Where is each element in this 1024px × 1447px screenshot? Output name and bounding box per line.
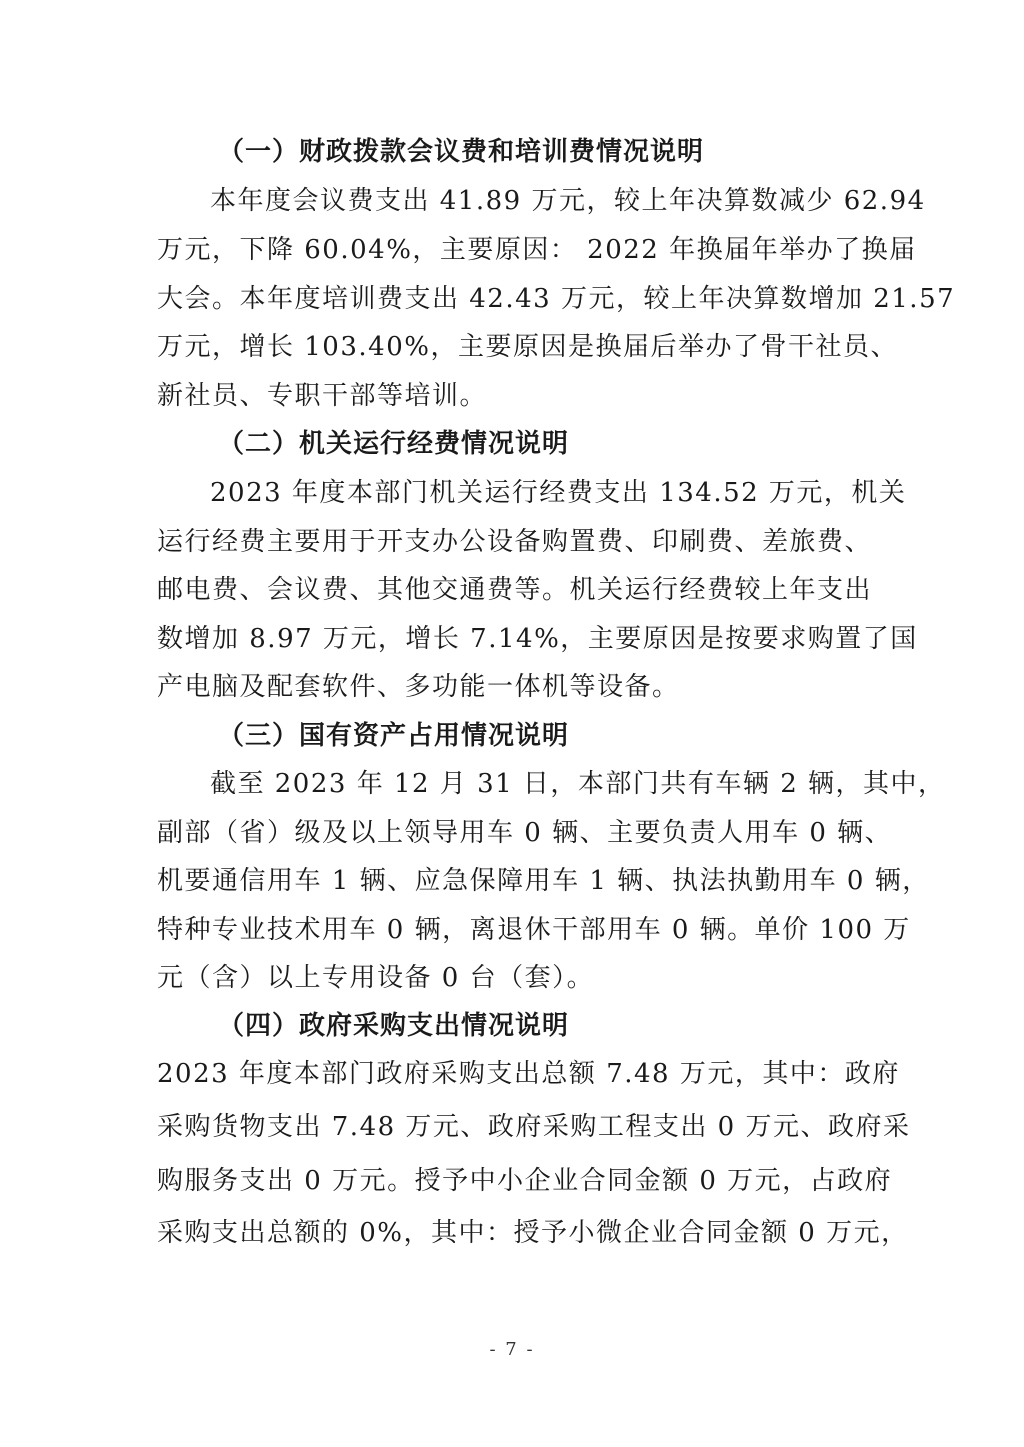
paragraph-line: 万元，增长 103.40%，主要原因是换届后举办了骨干社员、 xyxy=(157,332,898,362)
page-number: - 7 - xyxy=(489,1339,535,1360)
paragraph-line: 产电脑及配套软件、多功能一体机等设备。 xyxy=(157,672,680,702)
paragraph-line: 万元，下降 60.04%，主要原因： 2022 年换届年举办了换届 xyxy=(157,235,917,265)
paragraph-line: 机要通信用车 1 辆、应急保障用车 1 辆、执法执勤用车 0 辆， xyxy=(157,866,930,896)
paragraph-line: 2023 年度本部门政府采购支出总额 7.48 万元，其中：政府 xyxy=(157,1059,900,1089)
paragraph-line: 采购支出总额的 0%，其中：授予小微企业合同金额 0 万元， xyxy=(157,1218,909,1248)
paragraph-line: 邮电费、会议费、其他交通费等。机关运行经费较上年支出 xyxy=(157,575,873,605)
section-heading-government-procurement: （四）政府采购支出情况说明 xyxy=(218,1011,570,1041)
paragraph-line: 本年度会议费支出 41.89 万元，较上年决算数减少 62.94 xyxy=(210,186,926,216)
paragraph-line: 元（含）以上专用设备 0 台（套）。 xyxy=(157,963,595,993)
paragraph-line: 截至 2023 年 12 月 31 日，本部门共有车辆 2 辆，其中， xyxy=(210,769,946,799)
paragraph-line: 数增加 8.97 万元，增长 7.14%，主要原因是按要求购置了国 xyxy=(157,624,918,654)
paragraph-line: 副部（省）级及以上领导用车 0 辆、主要负责人用车 0 辆、 xyxy=(157,818,893,848)
section-heading-meeting-training-fees: （一）财政拨款会议费和培训费情况说明 xyxy=(218,137,705,167)
section-heading-operating-expenses: （二）机关运行经费情况说明 xyxy=(218,429,570,459)
paragraph-line: 采购货物支出 7.48 万元、政府采购工程支出 0 万元、政府采 xyxy=(157,1112,911,1142)
paragraph-line: 大会。本年度培训费支出 42.43 万元，较上年决算数增加 21.57 xyxy=(157,284,956,314)
section-heading-state-assets: （三）国有资产占用情况说明 xyxy=(218,721,570,751)
paragraph-line: 购服务支出 0 万元。授予中小企业合同金额 0 万元，占政府 xyxy=(157,1166,893,1196)
paragraph-line: 特种专业技术用车 0 辆，离退休干部用车 0 辆。单价 100 万 xyxy=(157,915,911,945)
paragraph-line: 新社员、专职干部等培训。 xyxy=(157,381,488,411)
paragraph-line: 运行经费主要用于开支办公设备购置费、印刷费、差旅费、 xyxy=(157,527,873,557)
paragraph-line: 2023 年度本部门机关运行经费支出 134.52 万元，机关 xyxy=(210,478,907,508)
